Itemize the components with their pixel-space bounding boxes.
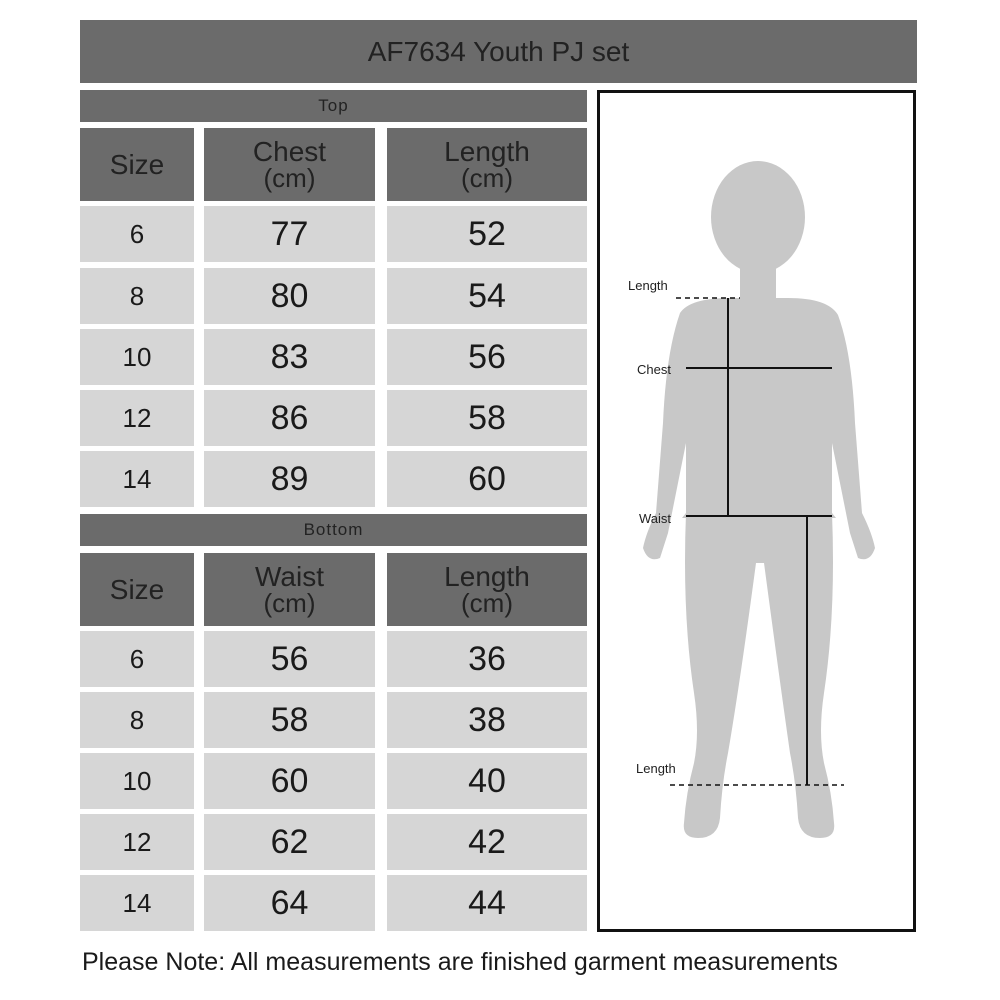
bottom-length-label: Length <box>636 761 676 776</box>
bottom-row-waist: 56 <box>204 631 375 687</box>
top-row-length: 58 <box>387 390 587 446</box>
top-row-size: 6 <box>80 206 194 262</box>
top-header-chest-label: Chest <box>252 135 327 167</box>
bottom-header-size-label: Size <box>109 573 165 605</box>
bottom-header-length <box>387 553 587 626</box>
chart-title: AF7634 Youth PJ set <box>80 20 917 83</box>
top-section-header: Top <box>80 90 587 122</box>
top-row-chest: 86 <box>204 390 375 446</box>
top-length-label: Length <box>628 278 668 293</box>
top-header-chest-unit: (cm) <box>263 162 316 193</box>
bottom-section-header: Bottom <box>80 514 587 546</box>
bottom-row-size: 6 <box>80 631 194 687</box>
bottom-row-waist: 58 <box>204 692 375 748</box>
child-silhouette-diagram <box>600 93 913 929</box>
top-row-chest: 77 <box>204 206 375 262</box>
chest-label: Chest <box>637 362 671 377</box>
top-row-length: 54 <box>387 268 587 324</box>
top-row-size: 14 <box>80 451 194 507</box>
top-row-length: 60 <box>387 451 587 507</box>
top-row-chest: 83 <box>204 329 375 385</box>
top-row-length: 52 <box>387 206 587 262</box>
bottom-header-waist-label: Waist <box>255 560 324 592</box>
top-row-chest: 80 <box>204 268 375 324</box>
top-header-size-label: Size <box>109 148 165 180</box>
bottom-header-length-unit: (cm) <box>461 587 513 618</box>
waist-label: Waist <box>639 511 672 526</box>
bottom-row-waist: 62 <box>204 814 375 870</box>
bottom-header-size <box>80 553 194 626</box>
bottom-row-length: 36 <box>387 631 587 687</box>
top-row-length: 56 <box>387 329 587 385</box>
top-header-length-unit: (cm) <box>461 162 513 193</box>
bottom-header-length-label: Length <box>444 560 530 592</box>
bottom-row-waist: 60 <box>204 753 375 809</box>
bottom-header-waist <box>204 553 375 626</box>
bottom-row-size: 14 <box>80 875 194 931</box>
bottom-row-size: 8 <box>80 692 194 748</box>
bottom-row-size: 12 <box>80 814 194 870</box>
top-header-length-label: Length <box>444 135 530 167</box>
bottom-row-length: 38 <box>387 692 587 748</box>
bottom-row-waist: 64 <box>204 875 375 931</box>
top-header-size <box>80 128 194 201</box>
bottom-row-length: 44 <box>387 875 587 931</box>
bottom-row-length: 42 <box>387 814 587 870</box>
top-row-size: 10 <box>80 329 194 385</box>
top-header-length <box>387 128 587 201</box>
top-row-size: 12 <box>80 390 194 446</box>
bottom-header-waist-unit: (cm) <box>263 587 316 618</box>
footnote: Please Note: All measurements are finished garment measurements <box>82 948 838 976</box>
top-header-chest <box>204 128 375 201</box>
bottom-row-length: 40 <box>387 753 587 809</box>
top-row-size: 8 <box>80 268 194 324</box>
bottom-row-size: 10 <box>80 753 194 809</box>
measurement-figure <box>597 90 916 932</box>
child-silhouette <box>643 161 875 838</box>
top-row-chest: 89 <box>204 451 375 507</box>
